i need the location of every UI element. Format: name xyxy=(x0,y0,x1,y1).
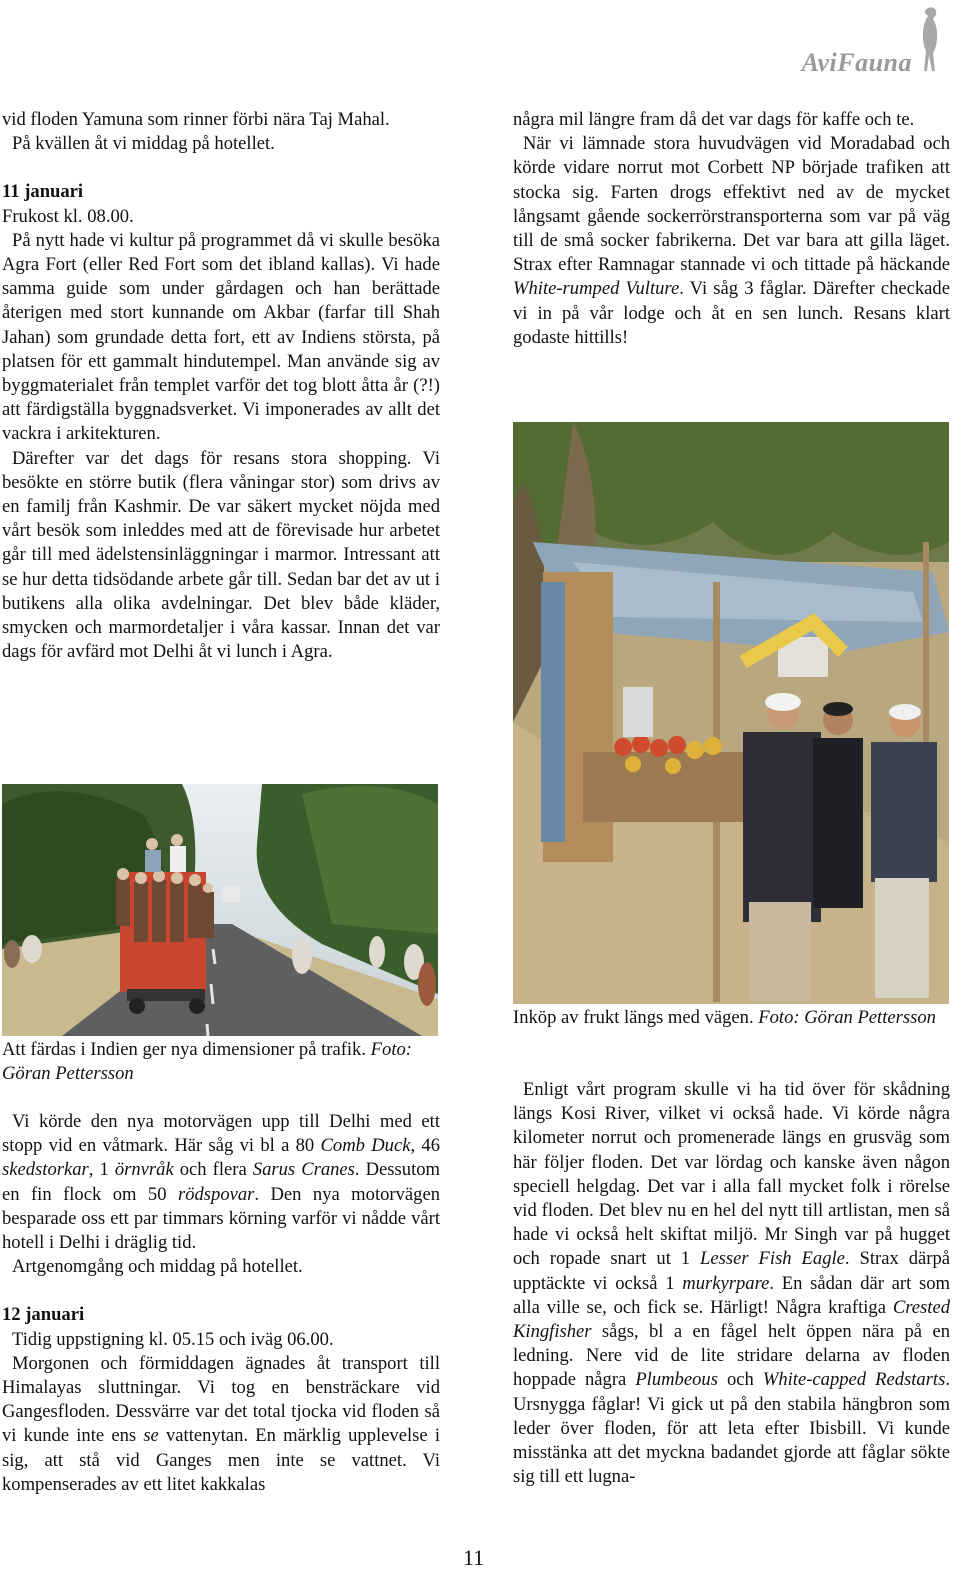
paragraph: Tidig uppstigning kl. 05.15 och iväg 06.00. xyxy=(12,1328,334,1350)
paragraph: På kvällen åt vi middag på hotellet. xyxy=(12,133,275,155)
page-number: 11 xyxy=(463,1545,485,1570)
left-photo-caption xyxy=(2,1038,440,1086)
paragraph: Därefter var det dags för resans stora shopping. Vi besökte en större butik (flera våningar stor) som drivs av en familj från Kashmir. De var säkert mycket nöjda med vårt besök som inleddes med att de förevisade hur arbetet går till med ädelstensinläggningar i marmor. Intressant att se hur detta tidsödande arbete går till. Sedan bar det av ut i butikens alla olika avdelningar. Det blev både kläder, smycken och marmordetaljer i våra kassar. Innan det var dags för avfärd mot Delhi åt vi lunch i Agra. xyxy=(2,447,440,663)
right-column xyxy=(513,108,950,350)
logo-wordmark: AviFauna xyxy=(801,48,912,77)
paragraph: Frukost kl. 08.00. xyxy=(2,205,134,227)
paragraph: Vi körde den nya motorvägen upp till Delhi med ett stopp vid en våtmark. Här såg vi bl a 80 Comb Duck, 46 skedstorkar, 1 örnvråk och flera Sarus Cranes. Dessutom en fin flock om 50 rödspovar. Den nya motorvägen besparade oss ett par timmars körning varför vi nådde vårt hotell i Delhi i dräglig tid. xyxy=(2,1111,441,1254)
paragraph: Enligt vårt program skulle vi ha tid över för skådning längs Kosi River, vilket vi också hade. Vi körde några kilometer norrut och promenerade längs en grusväg som här följer floden. Det var lördag och kanske även någon speciell helgdag. Det var i alla fall mycket folk i rörelse vid floden. Det blev nu en hel del nytt till artlistan, men så hade vi också helt skiftat miljö. Mr Singh var på hugget och ropade snart ut 1 Lesser Fish Eagle. Strax därpå upptäckte vi också 1 murkyrpare. En sådan där art som alla ville se, och fick se. Härligt! Några kraftiga Crested Kingfisher sågs, bl a en fågel helt öppen nära på en ledning. Nere vid de lite stridare delarna av floden hoppade några Plumbeous och White-capped Redstarts. Ursnygga fåglar! Vi gick ut på den stabila hängbron som leder över floden, för att leta efter Ibisbill. Vi kunde misstänka att det myckna badandet gjorde att fåglar sökte sig till ett lugna- xyxy=(513,1079,951,1488)
caption-text: Inköp av frukt längs med vägen. xyxy=(513,1007,754,1028)
bird-silhouette-icon xyxy=(914,4,946,76)
right-column-lower xyxy=(513,1078,950,1489)
truck-road-photo xyxy=(2,784,438,1036)
paragraph: några mil längre fram då det var dags för kaffe och te. xyxy=(513,109,915,130)
date-heading: 12 januari xyxy=(2,1304,85,1326)
paragraph: vid floden Yamuna som rinner förbi nära Taj Mahal. xyxy=(2,109,390,130)
caption-text: Att färdas i Indien ger nya dimensioner på trafik. xyxy=(2,1039,367,1060)
paragraph: På nytt hade vi kultur på programmet då vi skulle besöka Agra Fort (eller Red Fort som det ibland kallas). Vi hade samma guide som under gårdagen och han berättade återigen med stort kunnande om Akbar (farfar till Shah Jahan) som grundade detta fort, ett av Indiens största, på platsen för ett gammalt hindutempel. Man använde sig av byggmaterialet från templet varför det tog blott åtta år (?!) att färdigställa byggnadsverket. Vi imponerades av allt det vackra i arkitekturen. xyxy=(2,229,440,445)
paragraph: Morgonen och förmiddagen ägnades åt transport till Himalayas sluttningar. Vi tog en bensträckare vid Gangesfloden. Dessvärre var det total tjocka vid floden så vi kunde inte ens se vattenytan. En märklig upplevelse i sig, att stå vid Ganges men inte se vattnet. Vi kompenserades av ett litet kakkalas xyxy=(2,1352,440,1495)
paragraph: Artgenomgång och middag på hotellet. xyxy=(12,1256,303,1278)
paragraph: När vi lämnade stora huvudvägen vid Moradabad och körde vidare norrut mot Corbett NP började trafiken att stocka sig. Farten drogs effektivt ned av de mycket långsamt gående sockerrörstransporterna som var på väg till de små socker fabrikerna. Det var bara att gilla läget. Strax efter Ramnagar stannade vi och tittade på häckande White-rumped Vulture. Vi såg 3 fåglar. Därefter checkade vi in på vår lodge och åt en sen lunch. Resans klart godaste hittills! xyxy=(513,133,950,348)
date-heading: 11 januari xyxy=(2,181,84,203)
left-column-lower xyxy=(2,1110,440,1497)
photo-credit: Foto: Göran Pettersson xyxy=(758,1007,936,1028)
fruit-stall-photo xyxy=(513,422,949,1004)
right-photo-caption xyxy=(513,1006,950,1030)
left-column xyxy=(2,108,440,664)
avifauna-logo xyxy=(756,4,946,76)
photo-credit: Foto: Göran Pettersson xyxy=(2,1039,412,1085)
